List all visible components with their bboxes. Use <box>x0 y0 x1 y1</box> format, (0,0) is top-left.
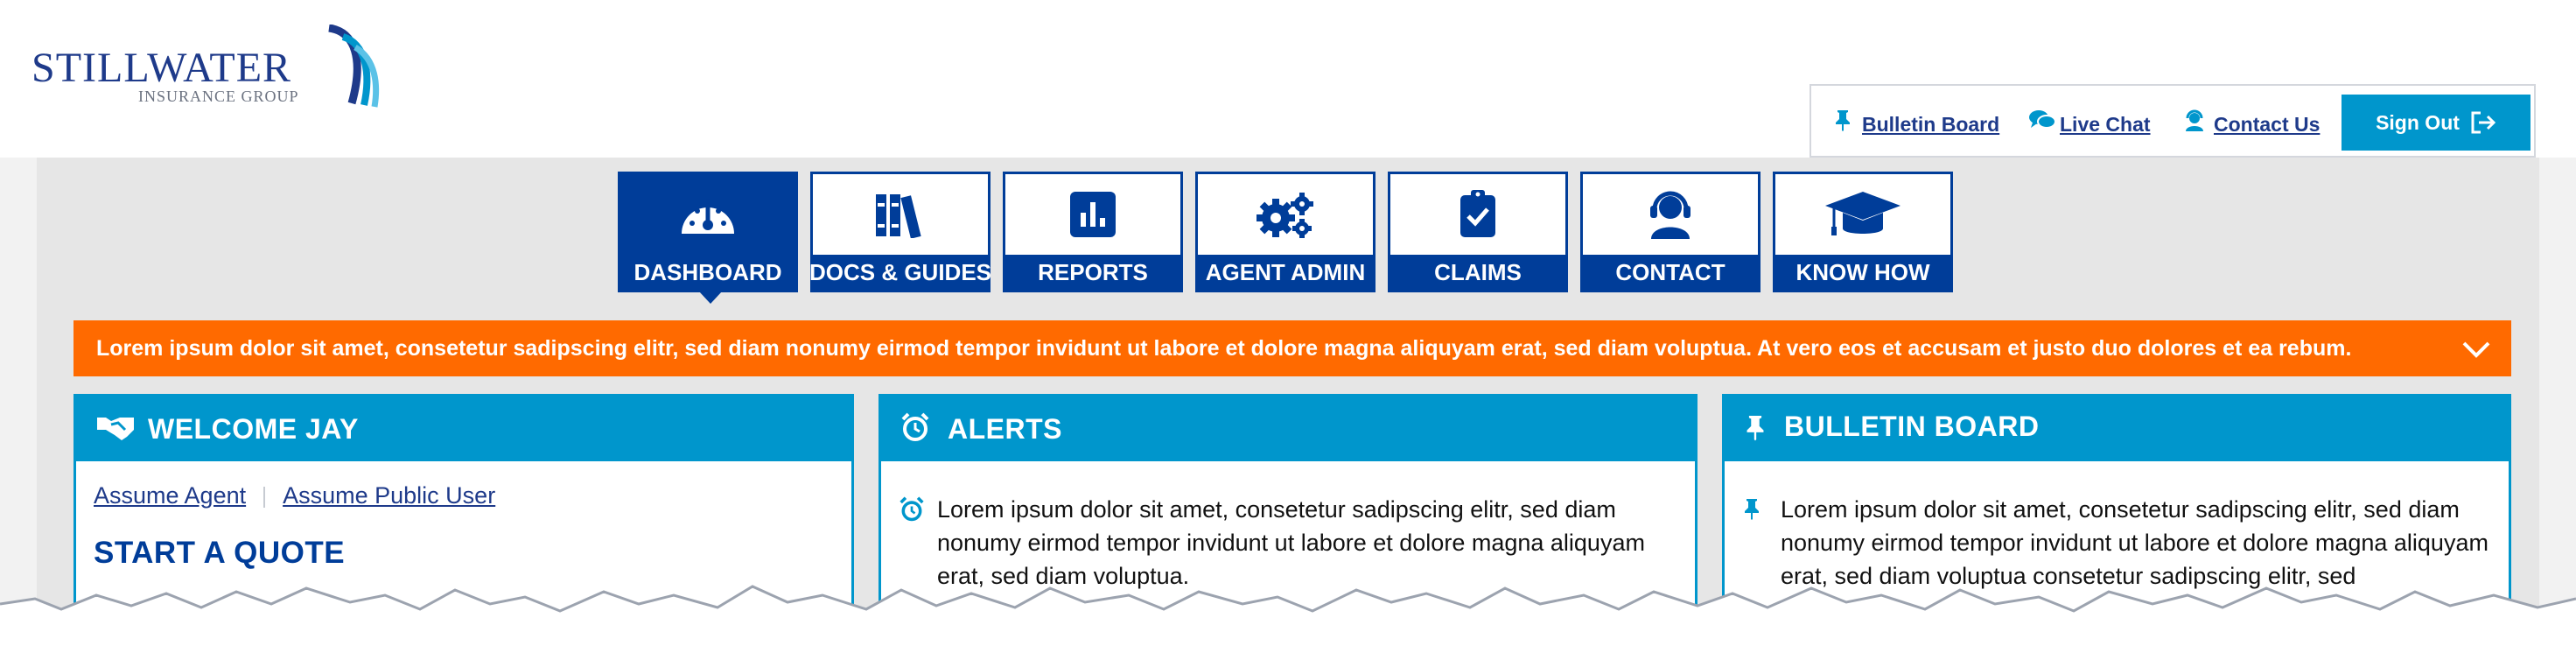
tab-reports-label: REPORTS <box>1005 255 1180 290</box>
torn-edge <box>0 569 2576 660</box>
link-divider <box>263 487 265 508</box>
tab-agent-admin[interactable] <box>1195 172 1376 292</box>
assume-links <box>94 479 834 512</box>
bulletin-board-link[interactable] <box>1830 109 1999 137</box>
bulletin-board-card-title: BULLETIN BOARD <box>1784 411 2040 442</box>
tab-know-how-label: KNOW HOW <box>1775 255 1950 290</box>
contact-us-label: Contact Us <box>2214 113 2320 136</box>
pin-icon <box>1742 496 1761 530</box>
graduation-cap-icon <box>1775 186 1950 242</box>
sign-out-button[interactable] <box>2342 95 2530 151</box>
tab-dashboard[interactable] <box>618 172 798 292</box>
alert-text: Lorem ipsum dolor sit amet, consetetur sadipscing elitr, sed diam nonumy eirmod tempor invidunt ut labore et dolore magna aliquyam erat, sed diam voluptua. <box>937 496 1645 589</box>
handshake-icon <box>95 412 136 451</box>
contact-us-link[interactable] <box>2182 109 2320 137</box>
brand-name: STILLWATER <box>32 45 292 91</box>
chevron-down-icon[interactable] <box>2460 333 2492 370</box>
clipboard-check-icon <box>1390 186 1565 242</box>
live-chat-label: Live Chat <box>2060 113 2151 136</box>
brand-tagline: INSURANCE GROUP <box>138 88 299 105</box>
headset-icon <box>1583 186 1758 242</box>
tab-docs-guides-label: DOCS & GUIDES <box>813 255 988 290</box>
assume-public-user-link[interactable]: Assume Public User <box>283 482 496 509</box>
tab-reports[interactable] <box>1003 172 1183 292</box>
dashboard-icon <box>620 186 795 242</box>
page-header <box>0 0 2576 158</box>
welcome-card-title: WELCOME JAY <box>148 413 359 445</box>
bulletin-text: Lorem ipsum dolor sit amet, consetetur sadipscing elitr, sed diam nonumy eirmod tempor invidunt ut labore et dolore magna aliquyam erat, sed diam voluptua consetetur sadipscing elitr, sed <box>1781 496 2488 589</box>
assume-agent-link[interactable]: Assume Agent <box>94 482 247 509</box>
start-quote-heading: START A QUOTE <box>94 536 346 570</box>
gears-icon <box>1198 186 1373 242</box>
utility-bar <box>1810 84 2536 158</box>
books-icon <box>813 186 988 242</box>
live-chat-link[interactable] <box>2028 109 2151 137</box>
sign-out-label: Sign Out <box>2376 110 2460 134</box>
announcement-text: Lorem ipsum dolor sit amet, consetetur sadipscing elitr, sed diam nonumy eirmod tempor invidunt ut labore et dolore magna aliquyam erat, sed diam voluptua. At vero eos et accusam et justo duo dolores et ea rebum. <box>96 336 2352 361</box>
tab-contact[interactable] <box>1580 172 1760 292</box>
welcome-card-header <box>76 397 851 461</box>
welcome-card-body <box>94 479 834 570</box>
tab-docs-guides[interactable] <box>810 172 990 292</box>
tab-claims-label: CLAIMS <box>1390 255 1565 290</box>
chat-bubbles-icon <box>2028 109 2053 137</box>
tab-know-how[interactable] <box>1773 172 1953 292</box>
bulletin-board-card-header <box>1725 397 2509 461</box>
alerts-card-title: ALERTS <box>948 413 1062 445</box>
announcement-bar[interactable] <box>74 320 2511 376</box>
tab-contact-label: CONTACT <box>1583 255 1758 290</box>
pin-icon <box>1830 109 1855 137</box>
tab-agent-admin-label: AGENT ADMIN <box>1198 255 1373 290</box>
wave-mark-icon <box>294 25 385 109</box>
alerts-card-header <box>881 397 1695 461</box>
tab-dashboard-label: DASHBOARD <box>620 255 795 290</box>
bulletin-board-label: Bulletin Board <box>1862 113 2000 136</box>
alarm-clock-icon <box>899 496 925 531</box>
stillwater-logo[interactable] <box>32 25 364 112</box>
sign-out-icon <box>2470 111 2496 134</box>
bar-chart-icon <box>1005 186 1180 242</box>
pin-icon <box>1744 412 1767 449</box>
alarm-clock-icon <box>900 412 930 449</box>
tab-claims[interactable] <box>1388 172 1568 292</box>
headset-icon <box>2182 109 2207 137</box>
